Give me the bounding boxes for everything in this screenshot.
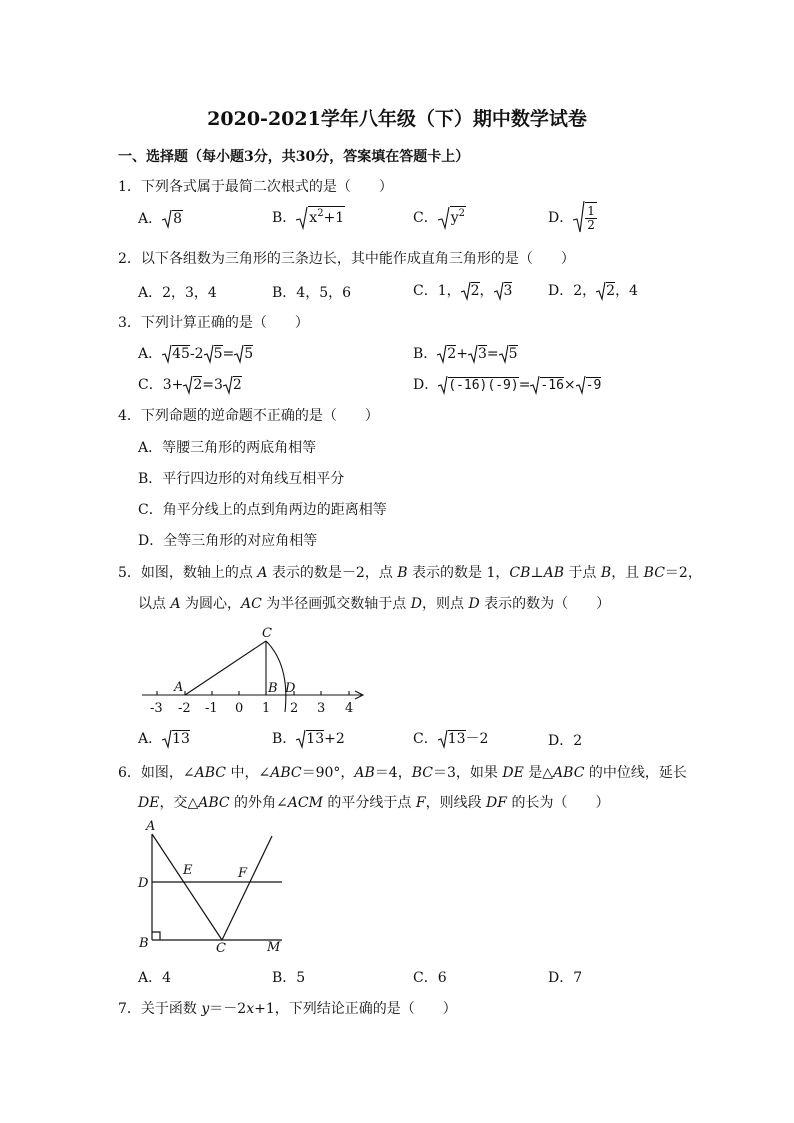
tick-label: 1 <box>262 701 271 716</box>
fraction-denominator: 2 <box>587 218 595 232</box>
radicand: 5 <box>244 346 254 362</box>
point-label-d: D <box>138 876 149 891</box>
option-text: D．2， <box>548 283 597 299</box>
question-5-line-2: 以点 A 为圆心，AC 为半径画弧交数轴于点 D，则点 D 表示的数为（ ） <box>138 596 611 612</box>
radicand: -16 <box>540 378 564 393</box>
option-letter: D． <box>413 377 439 393</box>
equals: = <box>222 346 235 362</box>
tick-label: -3 <box>150 701 163 716</box>
radicand-base: x <box>309 210 318 226</box>
operator: × <box>563 377 576 393</box>
section-heading: 一、选择题（每小题3分，共30分，答案填在答题卡上） <box>118 149 470 165</box>
q6-option-b[interactable]: B．5 <box>272 970 306 986</box>
radicand-tail: +1 <box>323 210 345 226</box>
question-4-stem: 4．下列命题的逆命题不正确的是（ ） <box>118 408 379 424</box>
radicand: 2 <box>606 283 616 299</box>
tick-label: -1 <box>205 701 218 716</box>
point-label-b: B <box>268 681 278 696</box>
ray-CF <box>222 836 272 940</box>
option-letter: B． <box>272 731 297 747</box>
option-letter: C． <box>413 731 438 747</box>
equals: = <box>518 377 531 393</box>
right-angle-mark <box>152 932 160 940</box>
radicand: 2 <box>447 346 457 362</box>
tick-label: 3 <box>317 701 326 716</box>
q2-option-a[interactable]: A．2，3，4 <box>138 285 217 301</box>
operator: + <box>456 346 468 362</box>
option-letter: D． <box>548 210 574 226</box>
radicand: 2 <box>232 377 242 393</box>
equals: = <box>486 346 499 362</box>
radicand-base: y <box>450 210 459 226</box>
radicand: 3 <box>477 346 487 362</box>
q4-option-d[interactable]: D．全等三角形的对应角相等 <box>138 533 318 549</box>
radicand: 2 <box>193 377 203 393</box>
radicand-exponent: 2 <box>458 208 466 219</box>
q6-option-a[interactable]: A．4 <box>138 970 172 986</box>
option-letter: A． <box>138 211 163 227</box>
option-text: C．1， <box>413 283 461 299</box>
option-text: ，4 <box>615 283 638 299</box>
tick-label: 4 <box>345 701 354 716</box>
point-label-m: M <box>267 940 281 955</box>
radicand: 5 <box>508 346 518 362</box>
q4-option-a[interactable]: A．等腰三角形的两底角相等 <box>138 440 317 456</box>
question-6-line-1: 6．如图，∠ABC 中，∠ABC＝90°，AB＝4，BC＝3，如果 DE 是△ABC 的中位线，延长 <box>118 765 687 781</box>
segment-AC <box>152 834 222 940</box>
option-letter: C． <box>413 210 438 226</box>
question-5-line-1: 5．如图，数轴上的点 A 表示的数是－2，点 B 表示的数是 1，CB⊥AB 于点 B，且 BC＝2， <box>118 565 702 581</box>
point-label-b: B <box>139 936 149 951</box>
point-label-a: A <box>174 680 184 695</box>
question-1-stem: 1．下列各式属于最简二次根式的是（ ） <box>118 179 393 195</box>
q6-option-d[interactable]: D．7 <box>548 970 583 986</box>
question-3-stem: 3．下列计算正确的是（ ） <box>118 315 309 331</box>
radicand: 45 <box>172 346 190 362</box>
radicand: 2 <box>470 283 480 299</box>
option-text: 3+ <box>162 377 184 393</box>
option-text: +2 <box>324 731 345 747</box>
point-label-a: A <box>146 819 156 834</box>
option-letter: A． <box>138 731 163 747</box>
radicand-exponent: 2 <box>317 208 324 219</box>
radicand: 5 <box>213 346 223 362</box>
tick-label: 2 <box>290 701 299 716</box>
option-letter: C． <box>138 377 163 393</box>
option-letter: B． <box>413 346 438 362</box>
point-label-c: C <box>216 941 226 956</box>
tick-label: -2 <box>178 701 191 716</box>
q2-option-b[interactable]: B．4，5，6 <box>272 285 352 301</box>
page-title: 2020-2021学年八年级（下）期中数学试卷 <box>207 108 587 130</box>
radicand: 13 <box>172 731 190 747</box>
radicand: (-16)(-9) <box>448 378 519 393</box>
radicand: 3 <box>503 283 513 299</box>
radicand: 8 <box>173 211 183 227</box>
question-2-stem: 2．以下各组数为三角形的三条边长，其中能作成直角三角形的是（ ） <box>118 251 575 267</box>
question-7-stem: 7．关于函数 y＝－2x+1，下列结论正确的是（ ） <box>118 1001 457 1017</box>
point-label-e: E <box>183 863 193 878</box>
point-label-c: C <box>262 626 272 641</box>
q4-option-b[interactable]: B．平行四边形的对角线互相平分 <box>138 471 345 487</box>
q5-option-d[interactable]: D．2 <box>548 733 583 749</box>
operator: -2 <box>189 346 204 362</box>
tick-label: 0 <box>235 701 244 716</box>
separator: ， <box>479 283 494 299</box>
question-6-line-2: DE，交△ABC 的外角∠ACM 的平分线于点 F，则线段 DF 的长为（ ） <box>138 795 610 811</box>
radicand: -9 <box>585 378 602 393</box>
equals: =3 <box>202 377 223 393</box>
option-letter: B． <box>272 210 297 226</box>
point-label-d: D <box>285 681 296 696</box>
option-letter: A． <box>138 346 163 362</box>
q4-option-c[interactable]: C．角平分线上的点到角两边的距离相等 <box>138 502 387 518</box>
point-label-f: F <box>238 866 248 881</box>
option-text: －2 <box>465 731 489 747</box>
fraction-numerator: 1 <box>587 204 595 218</box>
q6-option-c[interactable]: C．6 <box>413 970 447 986</box>
radicand: 13 <box>306 731 325 747</box>
radicand: 13 <box>447 731 466 747</box>
